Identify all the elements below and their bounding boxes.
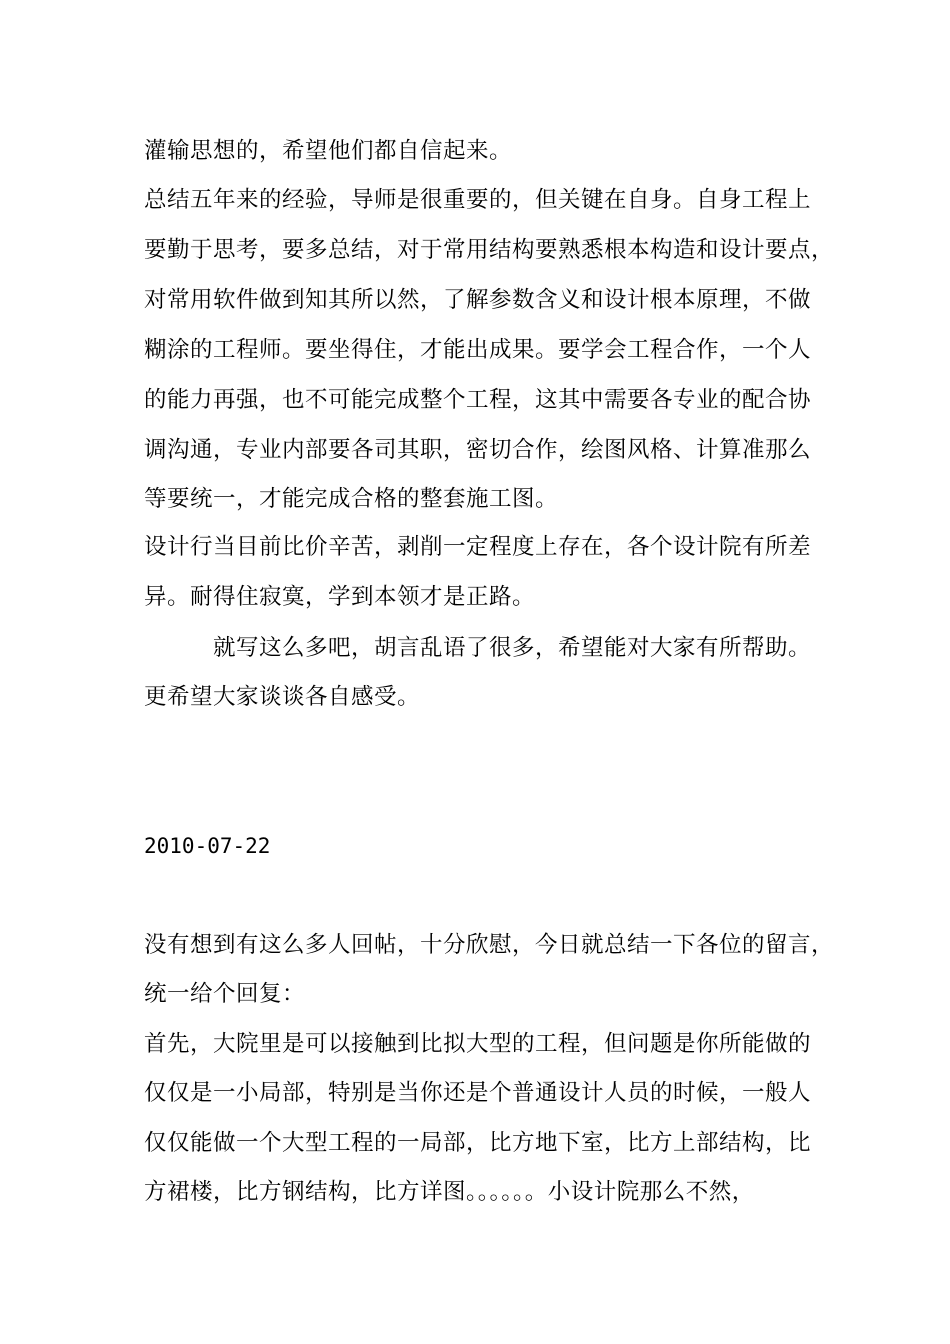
text-line: 要勤于思考，要多总结，对于常用结构要熟悉根本构造和设计要点， bbox=[144, 237, 835, 263]
text-line: 糊涂的工程师。要坐得住，才能出成果。要学会工程合作，一个人 bbox=[144, 337, 812, 363]
text-line: 总结五年来的经验，导师是很重要的，但关键在自身。自身工程上 bbox=[144, 187, 812, 213]
text-line: 的能力再强，也不可能完成整个工程，这其中需要各专业的配合协 bbox=[144, 387, 812, 413]
text-line: 更希望大家谈谈各自感受。 bbox=[144, 684, 421, 710]
text-line: 方裙楼，比方钢结构，比方详图。。。。。。小设计院那么不然， bbox=[144, 1179, 755, 1205]
text-line: 统一给个回复： bbox=[144, 981, 306, 1007]
text-line: 异。耐得住寂寞，学到本领才是正路。 bbox=[144, 584, 536, 610]
text-line: 对常用软件做到知其所以然，了解参数含义和设计根本原理，不做 bbox=[144, 287, 812, 313]
text-line: 仅仅是一小局部，特别是当你还是个普通设计人员的时候，一般人 bbox=[144, 1080, 812, 1106]
text-line: 就写这么多吧，胡言乱语了很多，希望能对大家有所帮助。 bbox=[213, 635, 812, 661]
text-line: 等要统一，才能完成合格的整套施工图。 bbox=[144, 486, 559, 512]
text-line: 首先，大院里是可以接触到比拟大型的工程，但问题是你所能做的 bbox=[144, 1031, 812, 1057]
post-date: 2010-07-22 bbox=[144, 834, 271, 858]
text-line: 调沟通，专业内部要各司其职，密切合作，绘图风格、计算准那么 bbox=[144, 437, 812, 463]
text-line: 仅仅能做一个大型工程的一局部，比方地下室，比方上部结构，比 bbox=[144, 1130, 812, 1156]
text-line: 没有想到有这么多人回帖，十分欣慰，今日就总结一下各位的留言， bbox=[144, 932, 835, 958]
text-line: 灌输思想的，希望他们都自信起来。 bbox=[144, 138, 513, 164]
text-line: 设计行当目前比价辛苦，剥削一定程度上存在，各个设计院有所差 bbox=[144, 534, 812, 560]
